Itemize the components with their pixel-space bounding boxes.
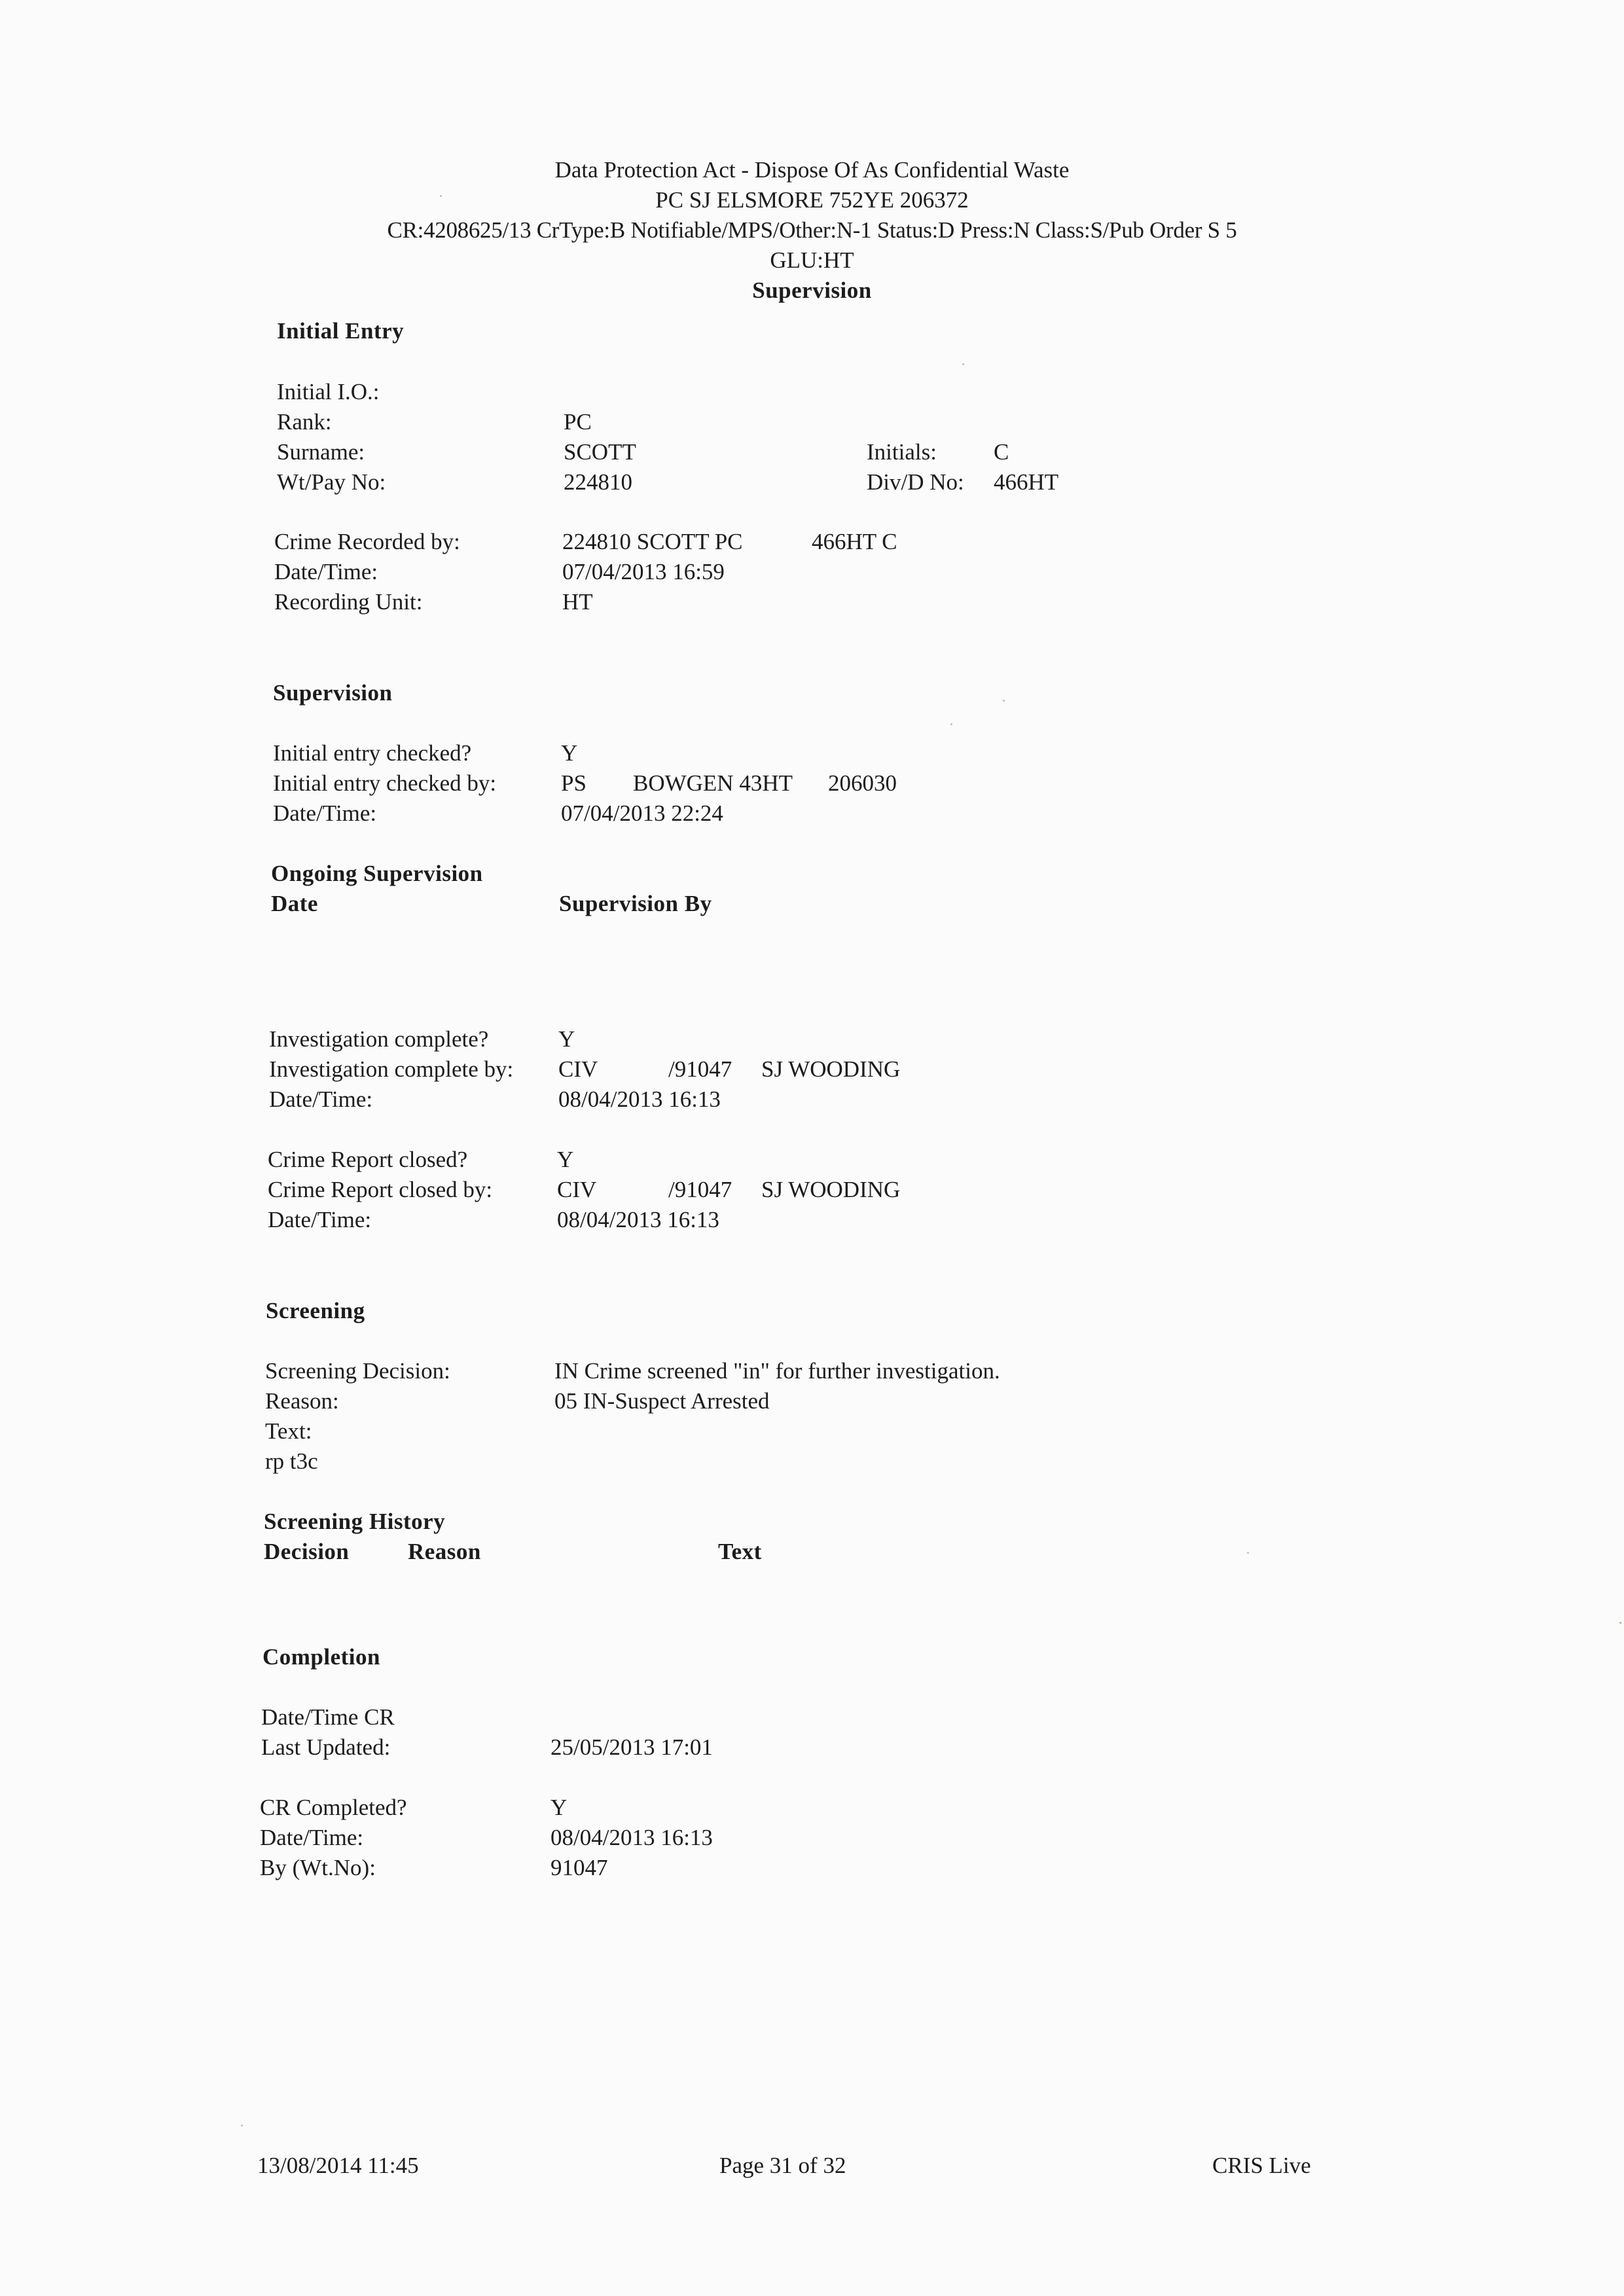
completion-datetime-label: Date/Time: [260,1825,364,1850]
investigation-complete-label: Investigation complete? [269,1026,489,1052]
investigation-complete-value: Y [558,1026,575,1052]
header-glu: GLU:HT [770,247,854,273]
scan-speck [962,363,964,365]
history-decision-column: Decision [264,1539,350,1564]
divd-label: Div/D No: [867,469,964,495]
divd-value: 466HT [994,469,1059,495]
investigation-datetime-label: Date/Time: [269,1086,373,1112]
cr-closed-datetime-value: 08/04/2013 16:13 [557,1207,719,1232]
investigation-complete-by-number: /91047 [668,1056,732,1082]
recorded-by-label: Crime Recorded by: [274,529,460,554]
scan-speck [1003,700,1005,702]
rank-label: Rank: [277,409,332,435]
footer-system-name: CRIS Live [1212,2153,1311,2178]
scan-speck [241,2125,243,2126]
recorded-datetime-value: 07/04/2013 16:59 [562,559,725,584]
cr-closed-value: Y [557,1147,574,1172]
initial-entry-heading: Initial Entry [277,318,405,344]
investigation-complete-by-label: Investigation complete by: [269,1056,514,1082]
screening-decision-value: IN Crime screened "in" for further investigation. [554,1358,1000,1384]
initials-label: Initials: [867,439,937,465]
investigation-complete-by-rank: CIV [558,1056,598,1082]
scan-speck [440,195,442,197]
screening-history-heading: Screening History [264,1509,446,1534]
entry-checked-by-label: Initial entry checked by: [273,770,497,796]
footer-print-date: 13/08/2014 11:45 [257,2153,419,2178]
datetime-cr-label: Date/Time CR [261,1704,395,1730]
cr-completed-label: CR Completed? [260,1795,407,1820]
entry-checked-datetime-value: 07/04/2013 22:24 [561,800,723,826]
cr-closed-by-rank: CIV [557,1177,597,1202]
initial-io-label: Initial I.O.: [277,379,380,404]
entry-checked-datetime-label: Date/Time: [273,800,377,826]
scan-speck [1247,1552,1249,1554]
initials-value: C [994,439,1009,465]
screening-text-value: rp t3c [265,1448,318,1474]
recording-unit-value: HT [562,589,593,615]
scan-speck [950,723,952,725]
screening-heading: Screening [266,1298,365,1323]
surname-label: Surname: [277,439,365,465]
completion-by-value: 91047 [550,1855,608,1880]
ongoing-date-column: Date [271,891,318,916]
completion-heading: Completion [262,1644,380,1670]
entry-checked-by-name: BOWGEN 43HT [633,770,793,796]
investigation-complete-by-name: SJ WOODING [761,1056,901,1082]
cr-closed-datetime-label: Date/Time: [268,1207,372,1232]
surname-value: SCOTT [564,439,636,465]
recorded-datetime-label: Date/Time: [274,559,378,584]
recording-unit-label: Recording Unit: [274,589,423,615]
entry-checked-by-rank: PS [561,770,586,796]
header-crime-ref: CR:4208625/13 CrType:B Notifiable/MPS/Other:N-1 Status:D Press:N Class:S/Pub Order S 5 [387,217,1237,243]
supervision-heading: Supervision [273,680,393,706]
recorded-by-value: 224810 SCOTT PC [562,529,743,554]
header-disposal-notice: Data Protection Act - Dispose Of As Confidential Waste [554,157,1070,183]
last-updated-label: Last Updated: [261,1734,391,1760]
entry-checked-value: Y [561,740,578,766]
screening-decision-label: Screening Decision: [265,1358,450,1384]
cr-closed-by-number: /91047 [668,1177,732,1202]
recorded-by-div: 466HT C [812,529,897,554]
history-reason-column: Reason [408,1539,481,1564]
ongoing-supervision-heading: Ongoing Supervision [271,861,483,886]
investigation-datetime-value: 08/04/2013 16:13 [558,1086,721,1112]
completion-by-label: By (Wt.No): [260,1855,376,1880]
screening-text-label: Text: [265,1418,312,1444]
wtpay-label: Wt/Pay No: [277,469,386,495]
page-title: Supervision [752,278,872,303]
completion-datetime-value: 08/04/2013 16:13 [550,1825,713,1850]
cr-closed-by-label: Crime Report closed by: [268,1177,493,1202]
cr-completed-value: Y [550,1795,568,1820]
header-officer: PC SJ ELSMORE 752YE 206372 [655,187,969,213]
entry-checked-by-number: 206030 [828,770,897,796]
ongoing-supervision-by-column: Supervision By [559,891,712,916]
wtpay-value: 224810 [564,469,632,495]
screening-reason-value: 05 IN-Suspect Arrested [554,1388,770,1414]
cr-closed-label: Crime Report closed? [268,1147,468,1172]
last-updated-value: 25/05/2013 17:01 [550,1734,713,1760]
entry-checked-label: Initial entry checked? [273,740,472,766]
screening-reason-label: Reason: [265,1388,339,1414]
footer-page-number: Page 31 of 32 [719,2153,846,2178]
rank-value: PC [564,409,592,435]
cr-closed-by-name: SJ WOODING [761,1177,901,1202]
history-text-column: Text [718,1539,762,1564]
scan-speck [1619,1622,1621,1624]
